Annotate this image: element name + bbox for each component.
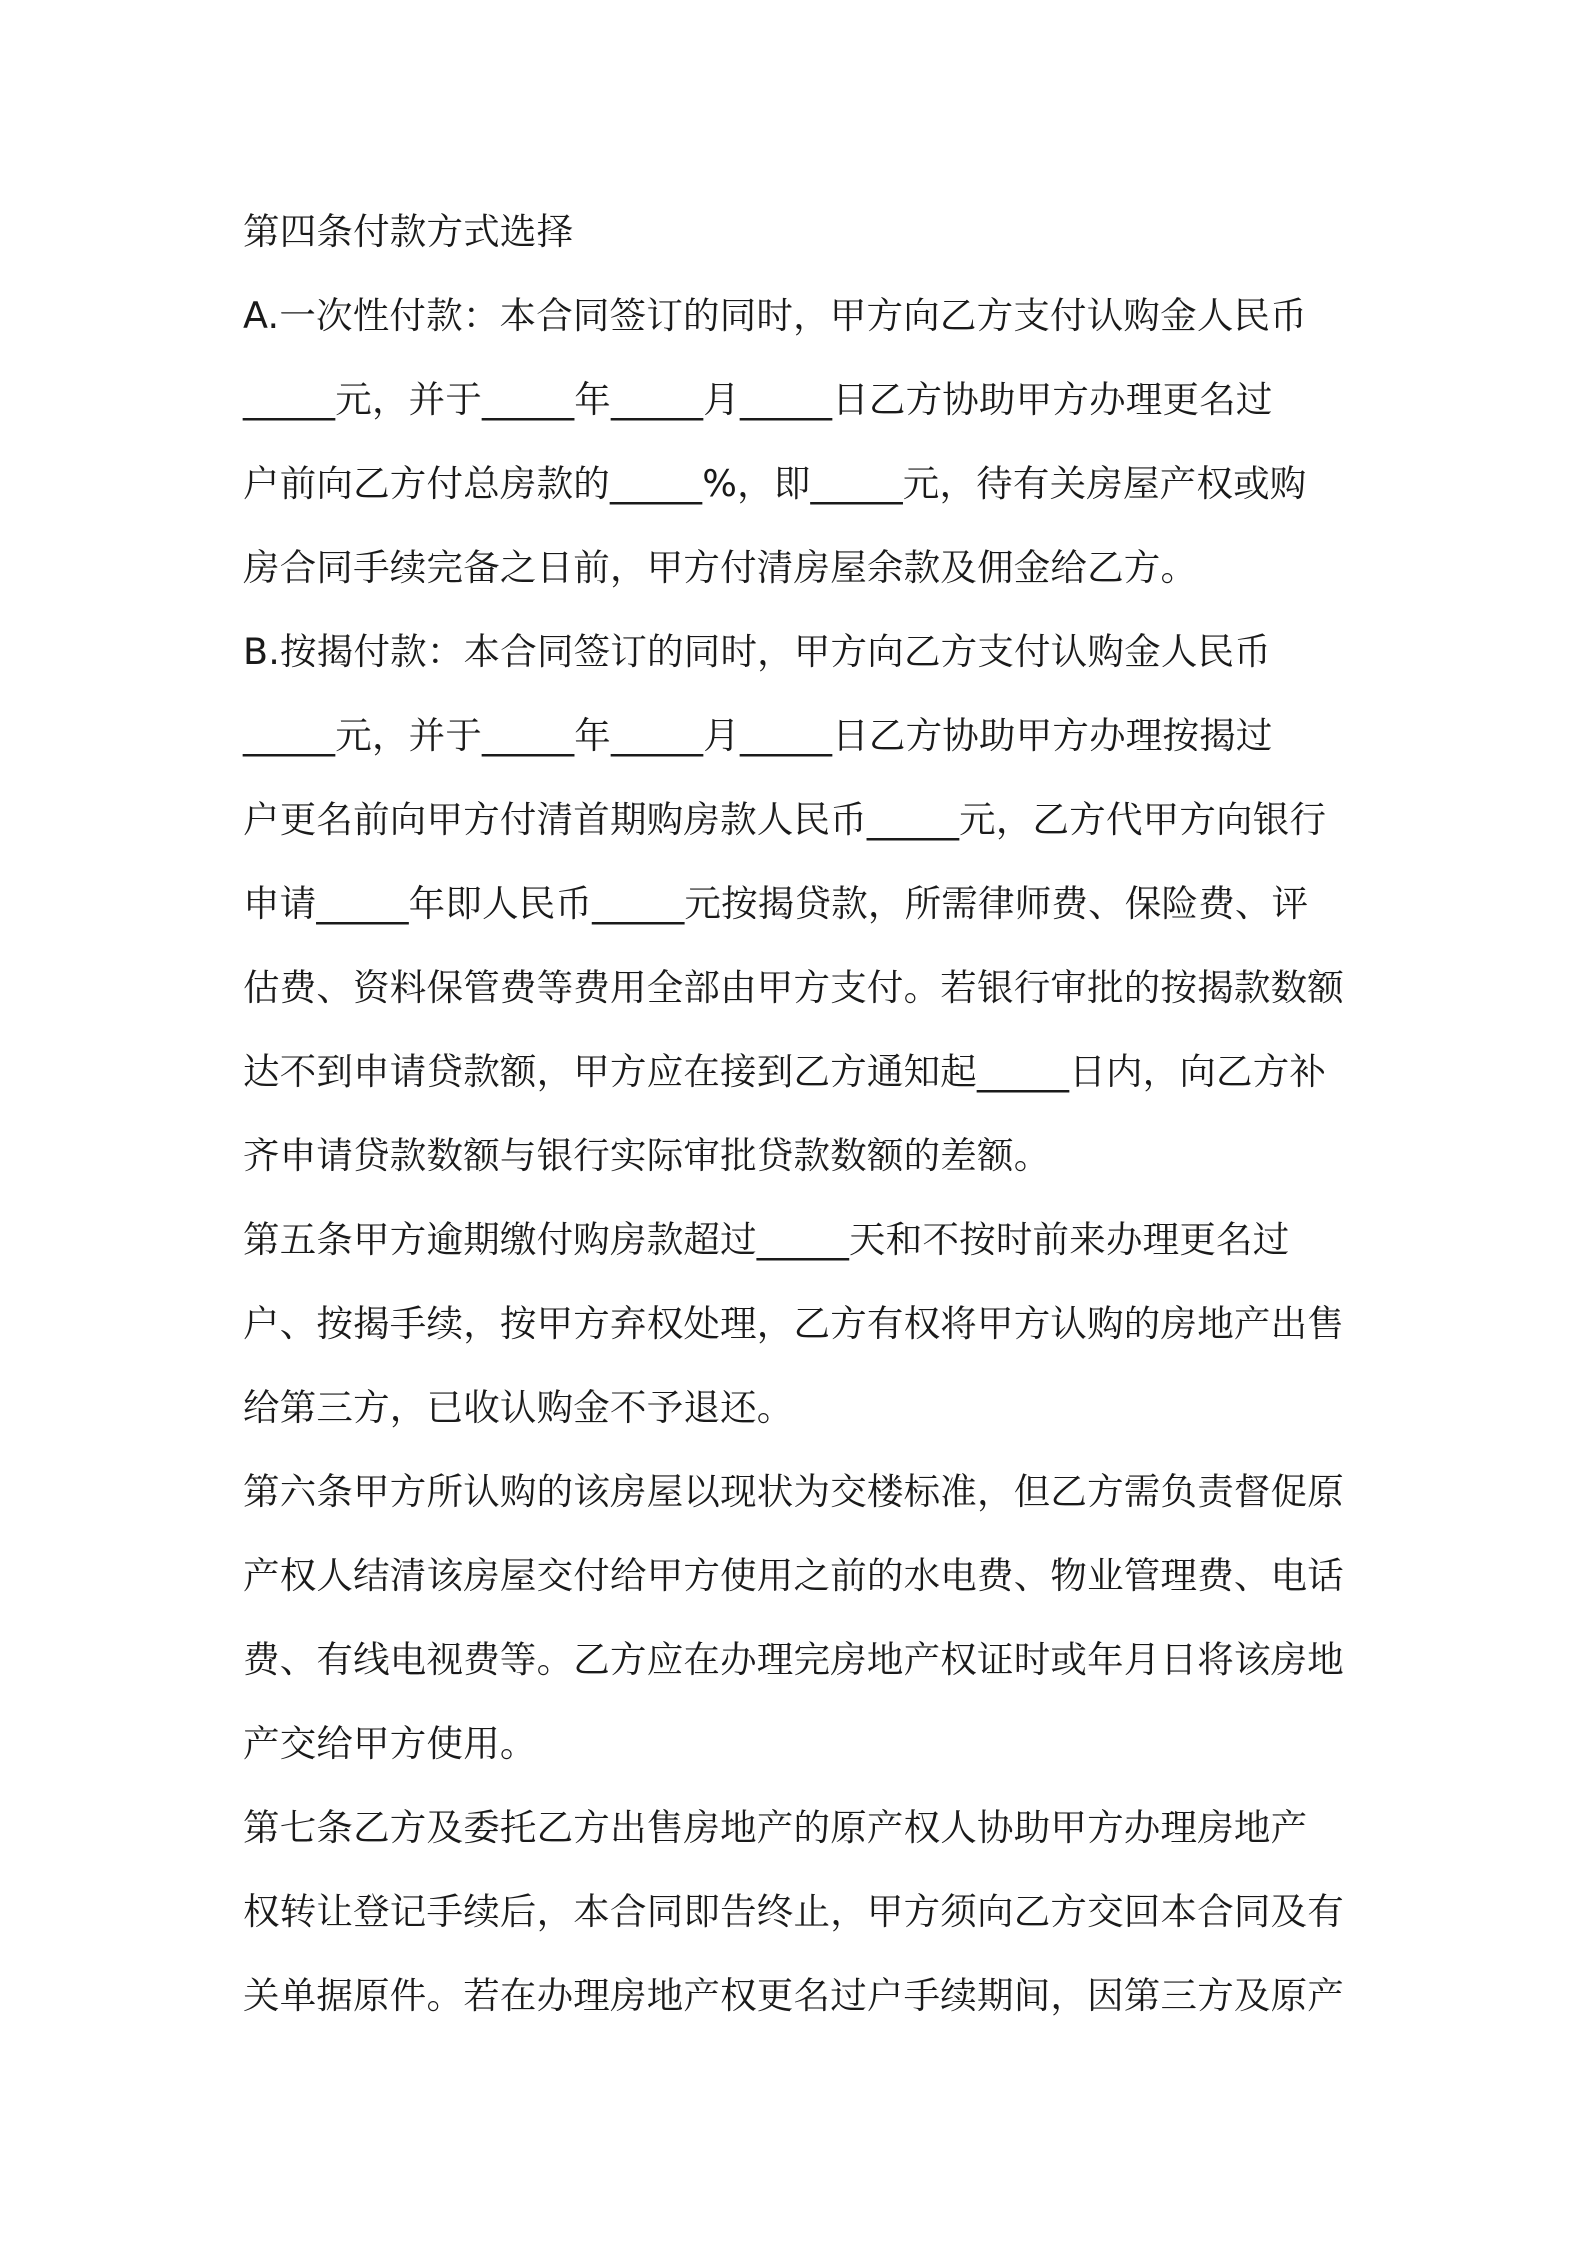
text-line: 第七条乙方及委托乙方出售房地产的原产权人协助甲方办理房地产 <box>243 1806 1308 1849</box>
text-line: 产权人结清该房屋交付给甲方使用之前的水电费、物业管理费、电话 <box>243 1554 1344 1597</box>
text-line: 房合同手续完备之日前，甲方付清房屋余款及佣金给乙方。 <box>243 546 1198 589</box>
text-line: 权转让登记手续后，本合同即告终止，甲方须向乙方交回本合同及有 <box>243 1890 1344 1933</box>
text-line: 户前向乙方付总房款的_____%，即_____元，待有关房屋产权或购 <box>243 462 1307 505</box>
text-line: 申请_____年即人民币_____元按揭贷款，所需律师费、保险费、评 <box>243 882 1309 925</box>
text-line: 第六条甲方所认购的该房屋以现状为交楼标准，但乙方需负责督促原 <box>243 1470 1344 1513</box>
document-body <box>243 190 1363 2038</box>
text-line: _____元，并于_____年_____月_____日乙方协助甲方办理更名过 <box>243 378 1273 421</box>
text-line: 关单据原件。若在办理房地产权更名过户手续期间，因第三方及原产 <box>243 1974 1344 2017</box>
text-line: 齐申请贷款数额与银行实际审批贷款数额的差额。 <box>243 1134 1051 1177</box>
text-line: 第四条付款方式选择 <box>243 210 574 253</box>
text-line: 费、有线电视费等。乙方应在办理完房地产权证时或年月日将该房地 <box>243 1638 1344 1681</box>
text-line: 估费、资料保管费等费用全部由甲方支付。若银行审批的按揭款数额 <box>243 966 1344 1009</box>
text-line: _____元，并于_____年_____月_____日乙方协助甲方办理按揭过 <box>243 714 1273 757</box>
text-line: 户、按揭手续，按甲方弃权处理，乙方有权将甲方认购的房地产出售 <box>243 1302 1344 1345</box>
text-line: 户更名前向甲方付清首期购房款人民币_____元，乙方代甲方向银行 <box>243 798 1327 841</box>
text-line: 达不到申请贷款额，甲方应在接到乙方通知起_____日内，向乙方补 <box>243 1050 1327 1093</box>
text-line: 第五条甲方逾期缴付购房款超过_____天和不按时前来办理更名过 <box>243 1218 1290 1261</box>
text-line: 给第三方，已收认购金不予退还。 <box>243 1386 794 1429</box>
text-line: B.按揭付款：本合同签订的同时，甲方向乙方支付认购金人民币 <box>243 630 1271 673</box>
text-line: 产交给甲方使用。 <box>243 1722 537 1765</box>
text-line: A.一次性付款：本合同签订的同时，甲方向乙方支付认购金人民币 <box>243 294 1307 337</box>
